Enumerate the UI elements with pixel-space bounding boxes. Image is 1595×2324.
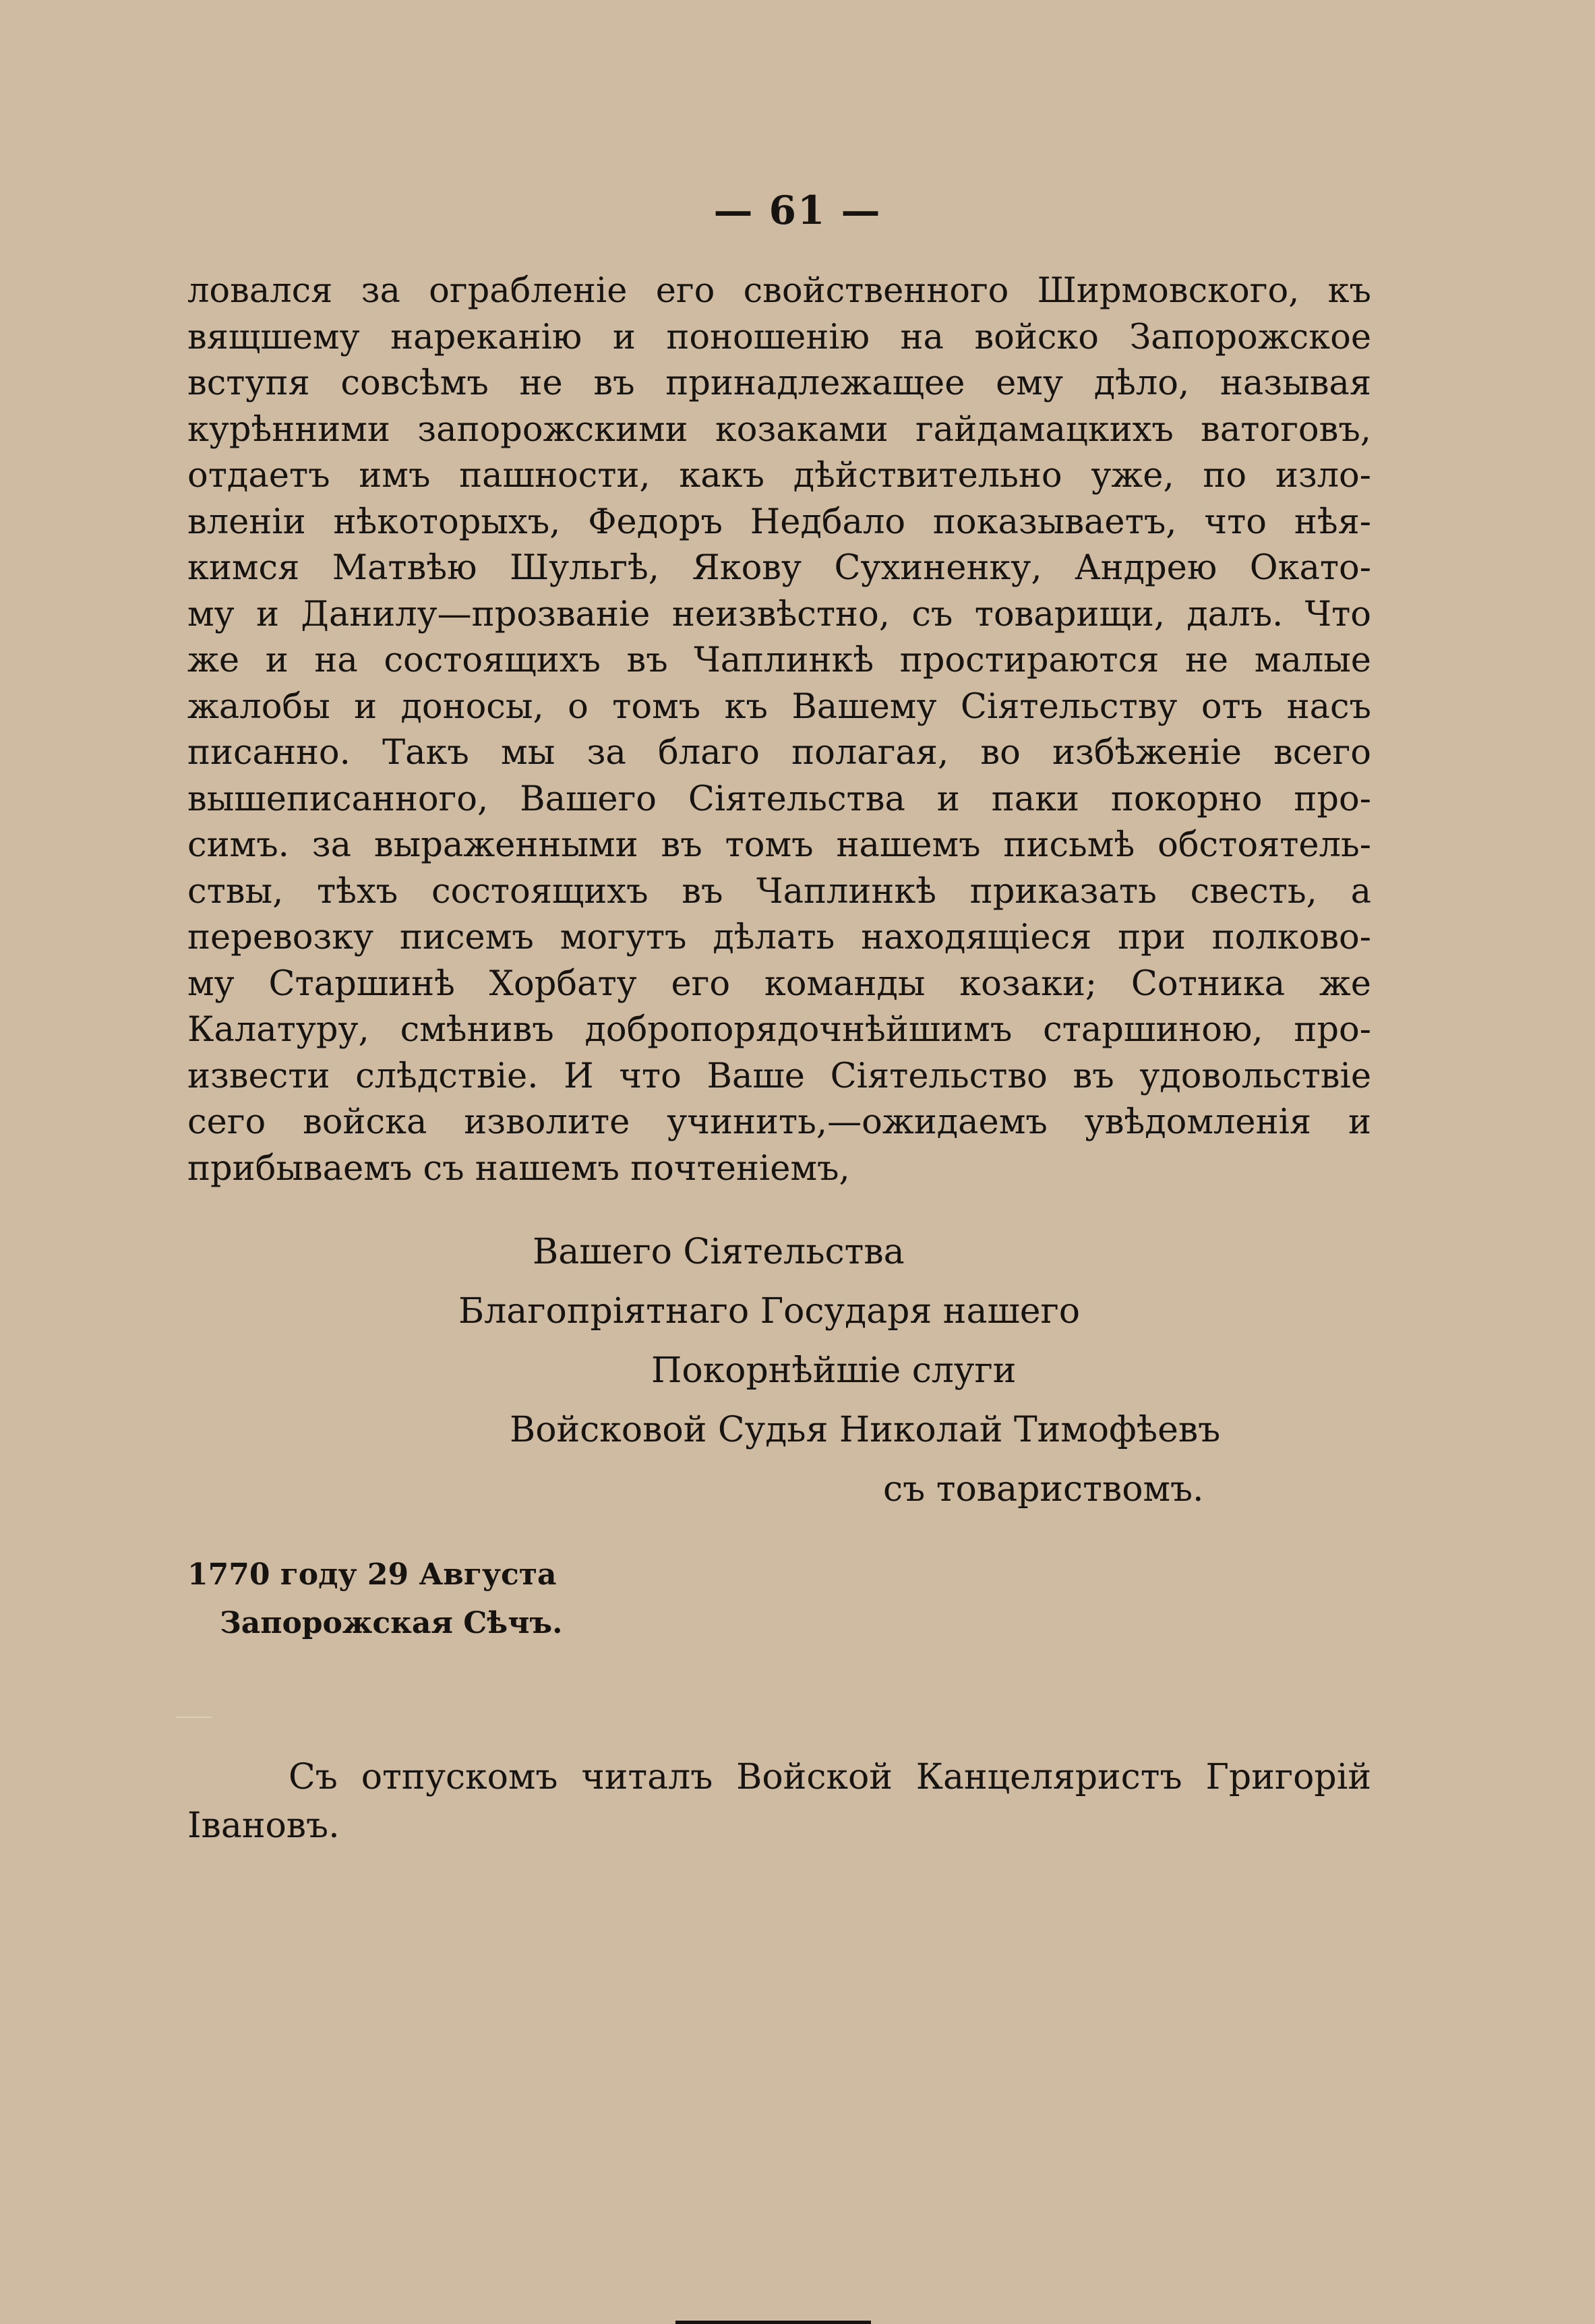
body-line: перевозку писемъ могутъ дѣлать находящіеся при полково- (187, 918, 1371, 957)
letter-date: 1770 году 29 Августа (187, 1557, 557, 1592)
body-line: Калатуру, смѣнивъ добропорядочнѣйшимъ старшиною, про- (187, 1010, 1371, 1050)
bottom-rule (675, 2321, 871, 2324)
body-line: вящшему нареканію и поношенію на войско Запорожское (187, 317, 1371, 357)
body-line: отдаетъ имъ пашности, какъ дѣйствительно уже, по изло- (187, 456, 1371, 496)
signature-honorific: Благопріятнаго Государя нашего (458, 1291, 1081, 1332)
body-line: сего войска изволите учинить,—ожидаемъ увѣдомленія и (187, 1102, 1371, 1142)
signature-name: Войсковой Судья Николай Тимофѣевъ (510, 1410, 1221, 1450)
body-line: му Старшинѣ Хорбату его команды козаки; Сотника же (187, 963, 1371, 1004)
letter-place: Запорожская Сѣчъ. (220, 1606, 563, 1640)
body-line: му и Данилу—прозваніе неизвѣстно, съ товарищи, далъ. Что (187, 594, 1371, 634)
body-line: вступя совсѣмъ не въ принадлежащее ему дѣло, называя (187, 363, 1371, 403)
copy-note (187, 1753, 1371, 1850)
signature-salutation: Вашего Сіятельства (533, 1232, 905, 1272)
copy-note-line: Івановъ. (187, 1806, 340, 1846)
signature-company: съ товариствомъ. (883, 1469, 1204, 1510)
body-line: жалобы и доносы, о томъ къ Вашему Сіятельству отъ насъ (187, 686, 1371, 727)
signature-servants: Покорнѣйшіе слуги (651, 1350, 1017, 1391)
body-line: ствы, тѣхъ состоящихъ въ Чаплинкѣ приказать свесть, а (187, 871, 1371, 912)
body-line: же и на состоящихъ въ Чаплинкѣ простираются не малые (187, 640, 1371, 680)
body-line: извести слѣдствіе. И что Ваше Сіятельство въ удовольствіе (187, 1056, 1371, 1096)
body-line: кимся Матвѣю Шульгѣ, Якову Сухиненку, Андрею Окато- (187, 548, 1371, 588)
body-line: ловался за ограбленіе его свойственного Ширмовского, къ (187, 271, 1371, 311)
body-line: курѣнними запорожскими козаками гайдамацкихъ ватоговъ, (187, 409, 1371, 450)
page-number: — 61 — (713, 187, 882, 233)
body-line: симъ. за выраженными въ томъ нашемъ письмѣ обстоятель- (187, 825, 1371, 865)
body-line: писанно. Такъ мы за благо полагая, во избѣженіе всего (187, 733, 1371, 773)
body-line: прибываемъ съ нашемъ почтеніемъ, (187, 1148, 850, 1189)
body-line: вышеписанного, Вашего Сіятельства и паки покорно про- (187, 779, 1371, 819)
date-place-block (187, 1551, 562, 1648)
letter-body (187, 268, 1371, 1192)
copy-note-line: Съ отпускомъ читалъ Войской Канцеляристъ Григорій (289, 1757, 1371, 1797)
body-line: вленіи нѣкоторыхъ, Федоръ Недбало показываетъ, что нѣя- (187, 502, 1371, 542)
faint-mark (177, 1717, 212, 1718)
